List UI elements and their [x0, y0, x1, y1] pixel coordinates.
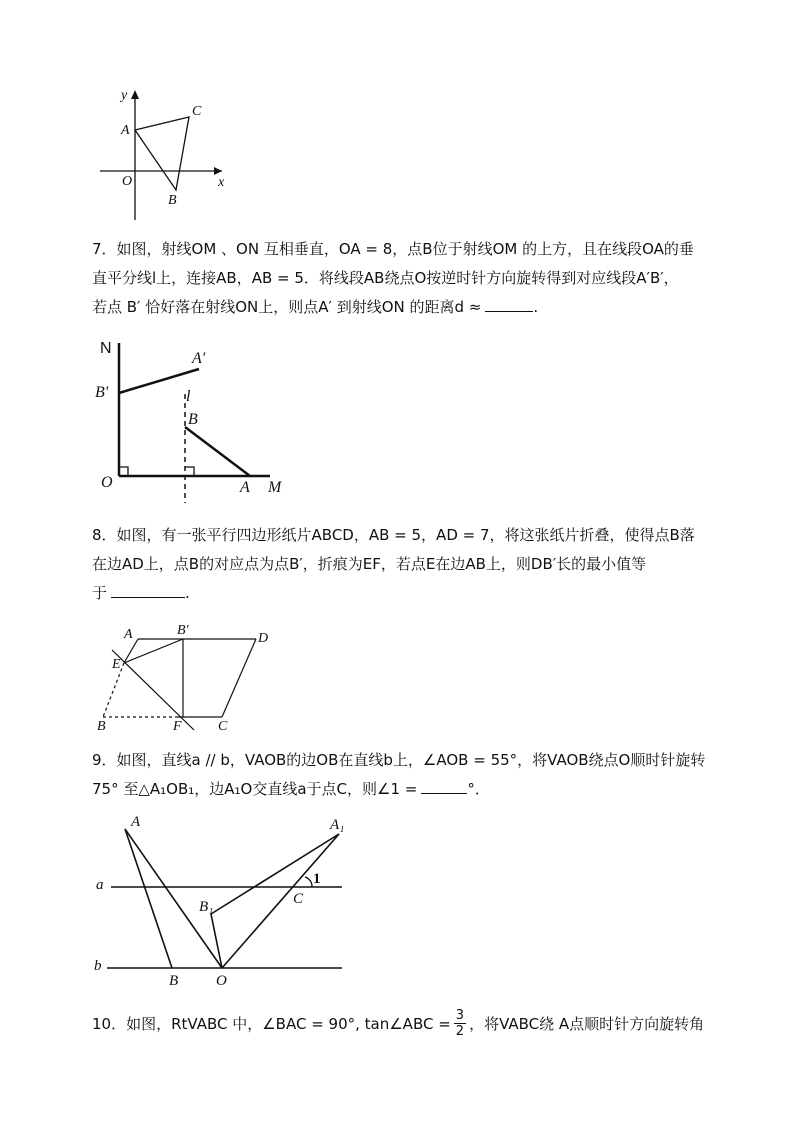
fig8-point-f: F [173, 719, 182, 734]
fig9-point-a: A [131, 814, 141, 830]
fig6-point-c: C [192, 104, 202, 119]
fig8-point-d: D [258, 631, 269, 646]
fig6-y-label: y [121, 88, 128, 103]
question-10 [92, 1008, 704, 1039]
q10-fraction-denominator: 2 [455, 1024, 465, 1039]
fig6-point-a: A [121, 123, 130, 138]
q7-line-1: 7．如图，射线OM 、ON 互相垂直，OA = 8，点B位于射线OM 的上方，且在线段OA的垂 [92, 240, 694, 258]
q7-line-3-text: 若点 B′ 恰好落在射线ON上，则点A′ 到射线ON 的距离d ≈ [92, 298, 482, 316]
fig6-x-label: x [218, 175, 225, 190]
q9-line-1: 9．如图，直线a // b，VAOB的边OB在直线b上，∠AOB = 55°，将VAOB绕点O顺时针旋转 [92, 751, 706, 769]
fig8-point-e: E [112, 657, 121, 672]
fig7-point-a: A [240, 479, 250, 496]
fig7-line-l: l [186, 388, 191, 405]
fig8-point-a: A [124, 627, 133, 642]
q10-part-2: ，将VABC绕 A点顺时针方向旋转角 [469, 1015, 705, 1033]
q8-line-2: 在边AD上，点B的对应点为点B′，折痕为EF，若点E在边AB上，则DB′长的最小值等 [92, 555, 647, 573]
q10-part-1: 10．如图，RtVABC 中，∠BAC = 90°, tan∠ABC = [92, 1015, 451, 1033]
q9-line-2-text: 75° 至△A₁OB₁，边A₁O交直线a于点C，则∠1 = [92, 780, 418, 798]
q9-tail: °． [467, 780, 490, 798]
q10-fraction-numerator: 3 [455, 1008, 465, 1023]
fig6-point-o: O [122, 174, 133, 189]
fig9-line-a: a [96, 877, 104, 893]
fig7-point-n: N [100, 340, 112, 357]
q7-line-2: 直平分线l上，连接AB，AB = 5．将线段AB绕点O按逆时针方向旋转得到对应线段A′B′， [92, 269, 679, 287]
fig8-point-b: B [97, 719, 106, 734]
fig9-angle-1: 1 [313, 871, 321, 887]
q7-tail: . [533, 298, 539, 316]
fig9-point-a1: A₁ [330, 817, 345, 833]
fig9-point-b: B [169, 973, 179, 989]
fig8-point-b-prime: B′ [177, 623, 189, 638]
q8-line-1: 8．如图，有一张平行四边形纸片ABCD，AB = 5，AD = 7，将这张纸片折叠，使得点B落 [92, 526, 695, 544]
fig6-point-b: B [168, 193, 177, 208]
fig7-point-b-prime: B′ [95, 384, 109, 401]
fig7-point-o: O [101, 474, 113, 491]
fig7-point-a-prime: A′ [192, 350, 206, 367]
fig8-point-c: C [218, 719, 228, 734]
fig9-line-b: b [94, 958, 102, 974]
fig9-point-o: O [216, 973, 227, 989]
q10-fraction [454, 1008, 466, 1039]
fig7-point-m: M [268, 479, 282, 496]
fig9-point-b1: B₁ [199, 899, 214, 915]
fig7-point-b: B [188, 411, 198, 428]
q8-line-3-text: 于 [92, 584, 108, 602]
fig9-point-c: C [293, 891, 304, 907]
q8-tail: . [185, 584, 190, 602]
